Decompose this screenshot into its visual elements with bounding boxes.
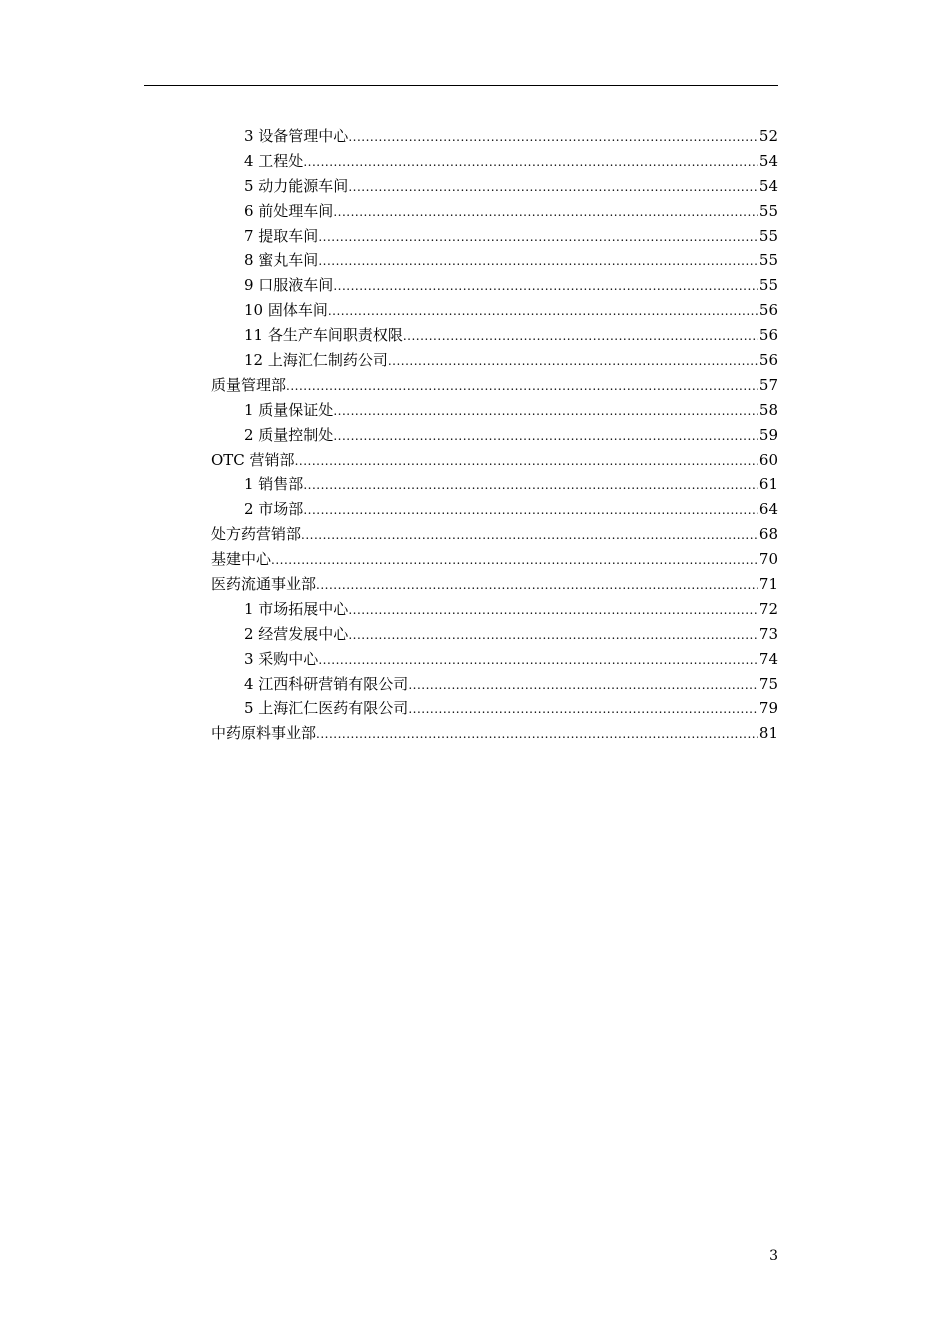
toc-entry-page-number: 56 (758, 301, 778, 320)
toc-entry[interactable] (211, 124, 778, 149)
toc-entry-page-number: 71 (758, 575, 778, 594)
toc-dot-leader (403, 324, 758, 349)
toc-entry-page-number: 70 (758, 550, 778, 569)
toc-entry[interactable] (211, 472, 778, 497)
toc-dot-leader (318, 648, 758, 673)
toc-entry[interactable] (211, 174, 778, 199)
toc-entry[interactable] (211, 647, 778, 672)
toc-entry-label: 基建中心 (211, 550, 272, 569)
toc-dot-leader (286, 374, 758, 399)
toc-entry-page-number: 73 (758, 624, 778, 643)
toc-entry-page-number: 52 (758, 127, 778, 145)
toc-entry-label: 3 设备管理中心 (244, 127, 349, 145)
toc-entry-page-number: 55 (758, 251, 778, 270)
toc-entry-page-number: 81 (758, 724, 778, 743)
toc-entry-label: 5 上海汇仁医药有限公司 (244, 699, 409, 718)
toc-entry[interactable] (211, 497, 778, 522)
toc-dot-leader (271, 548, 758, 573)
toc-entry-page-number: 60 (758, 450, 778, 469)
toc-dot-leader (316, 722, 758, 747)
toc-dot-leader (388, 349, 758, 374)
toc-dot-leader (301, 523, 758, 548)
toc-entry-page-number: 59 (758, 425, 778, 444)
toc-entry-label: 9 口服液车间 (244, 276, 334, 295)
toc-entry-page-number: 74 (758, 649, 778, 668)
toc-dot-leader (408, 697, 758, 722)
toc-dot-leader (303, 498, 758, 523)
toc-entry-label: OTC 营销部 (211, 450, 295, 469)
toc-entry-label: 2 经营发展中心 (244, 624, 349, 643)
toc-entry[interactable] (211, 323, 778, 348)
toc-entry[interactable] (211, 149, 778, 174)
toc-dot-leader (348, 598, 758, 623)
toc-entry-label: 7 提取车间 (244, 226, 319, 245)
toc-dot-leader (316, 573, 758, 598)
toc-entry[interactable] (211, 672, 778, 697)
toc-entry-label: 4 工程处 (244, 151, 304, 170)
toc-entry[interactable] (211, 348, 778, 373)
toc-entry-label: 6 前处理车间 (244, 201, 334, 220)
toc-dot-leader (348, 623, 758, 648)
toc-entry-page-number: 56 (758, 326, 778, 345)
toc-entry[interactable] (211, 224, 778, 249)
toc-entry[interactable] (211, 273, 778, 298)
toc-entry[interactable] (211, 572, 778, 597)
toc-entry[interactable] (211, 398, 778, 423)
header-rule (144, 85, 778, 86)
toc-entry-page-number: 72 (758, 599, 778, 618)
toc-dot-leader (408, 673, 758, 698)
toc-dot-leader (318, 225, 758, 250)
toc-entry-page-number: 75 (758, 674, 778, 693)
page-number: 3 (769, 1248, 778, 1264)
toc-entry[interactable] (211, 373, 778, 398)
toc-entry-label: 11 各生产车间职责权限 (244, 326, 403, 345)
toc-entry-page-number: 55 (758, 226, 778, 245)
toc-entry-label: 1 市场拓展中心 (244, 599, 349, 618)
toc-dot-leader (303, 150, 758, 175)
toc-dot-leader (333, 200, 758, 225)
toc-entry[interactable] (211, 721, 778, 746)
toc-entry-label: 医药流通事业部 (211, 575, 317, 594)
toc-entry-page-number: 57 (758, 375, 778, 394)
toc-entry-label: 处方药营销部 (211, 525, 302, 544)
toc-entry-page-number: 56 (758, 351, 778, 370)
toc-entry-label: 质量管理部 (211, 375, 287, 394)
toc-entry-label: 2 质量控制处 (244, 425, 334, 444)
toc-entry-label: 2 市场部 (244, 500, 304, 519)
toc-dot-leader (348, 125, 758, 150)
toc-dot-leader (295, 449, 758, 474)
toc-entry-label: 1 销售部 (244, 475, 304, 494)
toc-entry-label: 5 动力能源车间 (244, 176, 349, 195)
toc-entry-label: 10 固体车间 (244, 301, 328, 320)
toc-entry[interactable] (211, 597, 778, 622)
table-of-contents (211, 124, 778, 746)
toc-dot-leader (333, 399, 758, 424)
toc-entry[interactable] (211, 248, 778, 273)
toc-dot-leader (333, 274, 758, 299)
toc-entry[interactable] (211, 448, 778, 473)
toc-entry-page-number: 58 (758, 400, 778, 419)
toc-entry-page-number: 54 (758, 151, 778, 170)
toc-entry-label: 8 蜜丸车间 (244, 251, 319, 270)
toc-dot-leader (333, 424, 758, 449)
toc-entry-page-number: 68 (758, 525, 778, 544)
toc-entry-page-number: 64 (758, 500, 778, 519)
toc-entry-label: 中药原料事业部 (211, 724, 317, 743)
toc-entry-label: 12 上海汇仁制药公司 (244, 351, 388, 370)
toc-entry[interactable] (211, 298, 778, 323)
toc-dot-leader (318, 249, 758, 274)
toc-dot-leader (303, 473, 758, 498)
toc-entry[interactable] (211, 199, 778, 224)
toc-entry-page-number: 79 (758, 699, 778, 718)
toc-entry-page-number: 55 (758, 201, 778, 220)
toc-entry[interactable] (211, 522, 778, 547)
toc-entry[interactable] (211, 423, 778, 448)
toc-entry-label: 1 质量保证处 (244, 400, 334, 419)
toc-entry-page-number: 55 (758, 276, 778, 295)
toc-dot-leader (348, 175, 758, 200)
toc-entry-page-number: 54 (758, 176, 778, 195)
toc-entry[interactable] (211, 696, 778, 721)
toc-entry-page-number: 61 (758, 475, 778, 494)
toc-entry[interactable] (211, 547, 778, 572)
toc-entry-label: 4 江西科研营销有限公司 (244, 674, 409, 693)
toc-dot-leader (328, 299, 758, 324)
toc-entry-label: 3 采购中心 (244, 649, 319, 668)
toc-entry[interactable] (211, 622, 778, 647)
